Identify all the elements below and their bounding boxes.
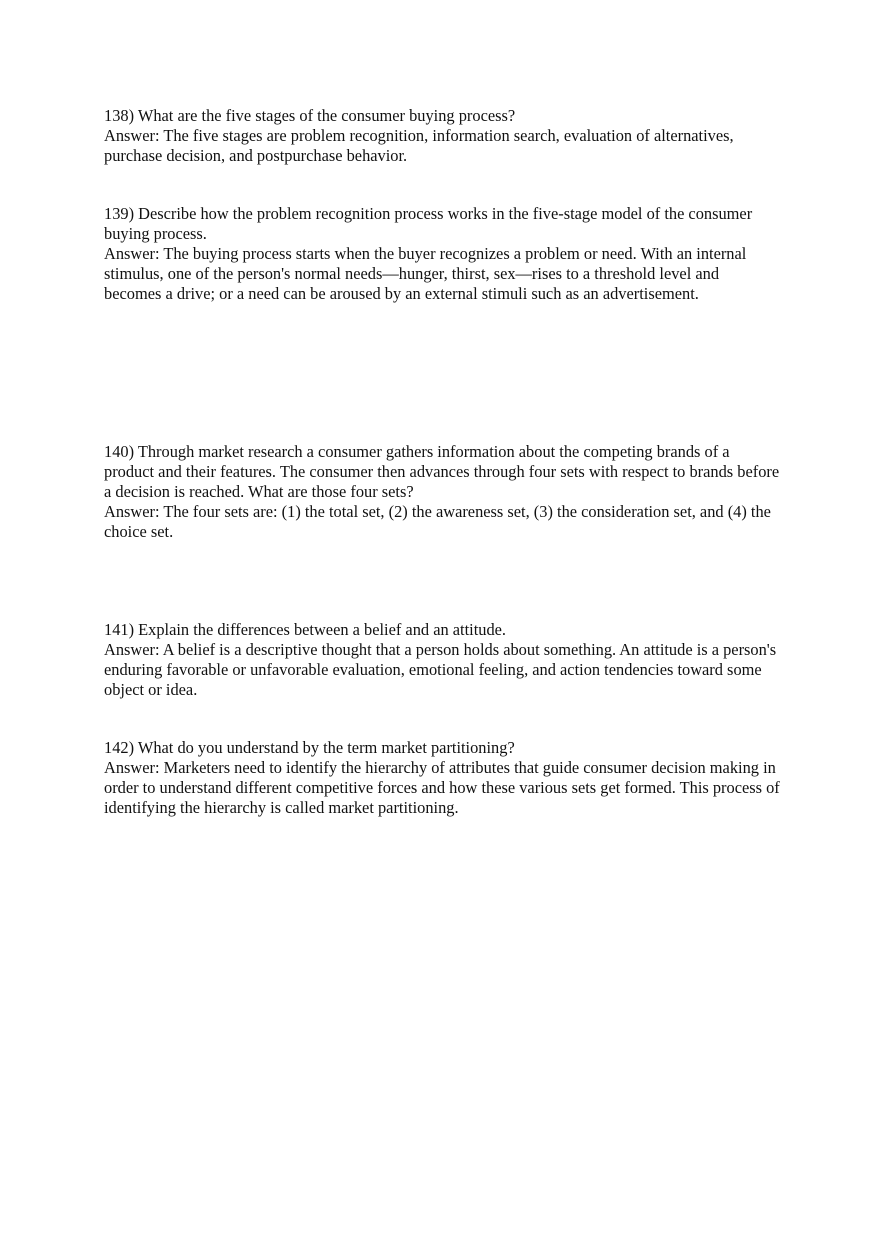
question-text: 138) What are the five stages of the consumer buying process?: [104, 106, 516, 125]
answer-text: Answer: The five stages are problem recognition, information search, evaluation of alternatives, purchase decision, and postpurchase behavior.: [104, 126, 734, 165]
question-text: 140) Through market research a consumer gathers information about the competing brands of a product and their features. The consumer then advances through four sets with respect to brands before a decision is reached. What are those four sets?: [104, 442, 780, 501]
question-block-139: [104, 204, 780, 304]
question-block-140: [104, 442, 780, 542]
answer-text: Answer: The buying process starts when the buyer recognizes a problem or need. With an internal stimulus, one of the person's normal needs—hunger, thirst, sex—rises to a threshold level and becomes a drive; or a need can be aroused by an external stimuli such as an advertisement.: [104, 244, 747, 303]
answer-text: Answer: The four sets are: (1) the total set, (2) the awareness set, (3) the consideration set, and (4) the choice set.: [104, 502, 771, 541]
question-block-142: [104, 738, 780, 818]
question-text: 139) Describe how the problem recognition process works in the five-stage model of the consumer buying process.: [104, 204, 753, 243]
question-block-138: [104, 106, 780, 166]
answer-text: Answer: A belief is a descriptive thought that a person holds about something. An attitude is a person's enduring favorable or unfavorable evaluation, emotional feeling, and action tendencies toward some object or idea.: [104, 640, 777, 699]
question-block-141: [104, 620, 780, 700]
question-text: 141) Explain the differences between a belief and an attitude.: [104, 620, 507, 639]
question-text: 142) What do you understand by the term market partitioning?: [104, 738, 515, 757]
answer-text: Answer: Marketers need to identify the hierarchy of attributes that guide consumer decision making in order to understand different competitive forces and how these various sets get formed. This process of identifying the hierarchy is called market partitioning.: [104, 758, 780, 817]
